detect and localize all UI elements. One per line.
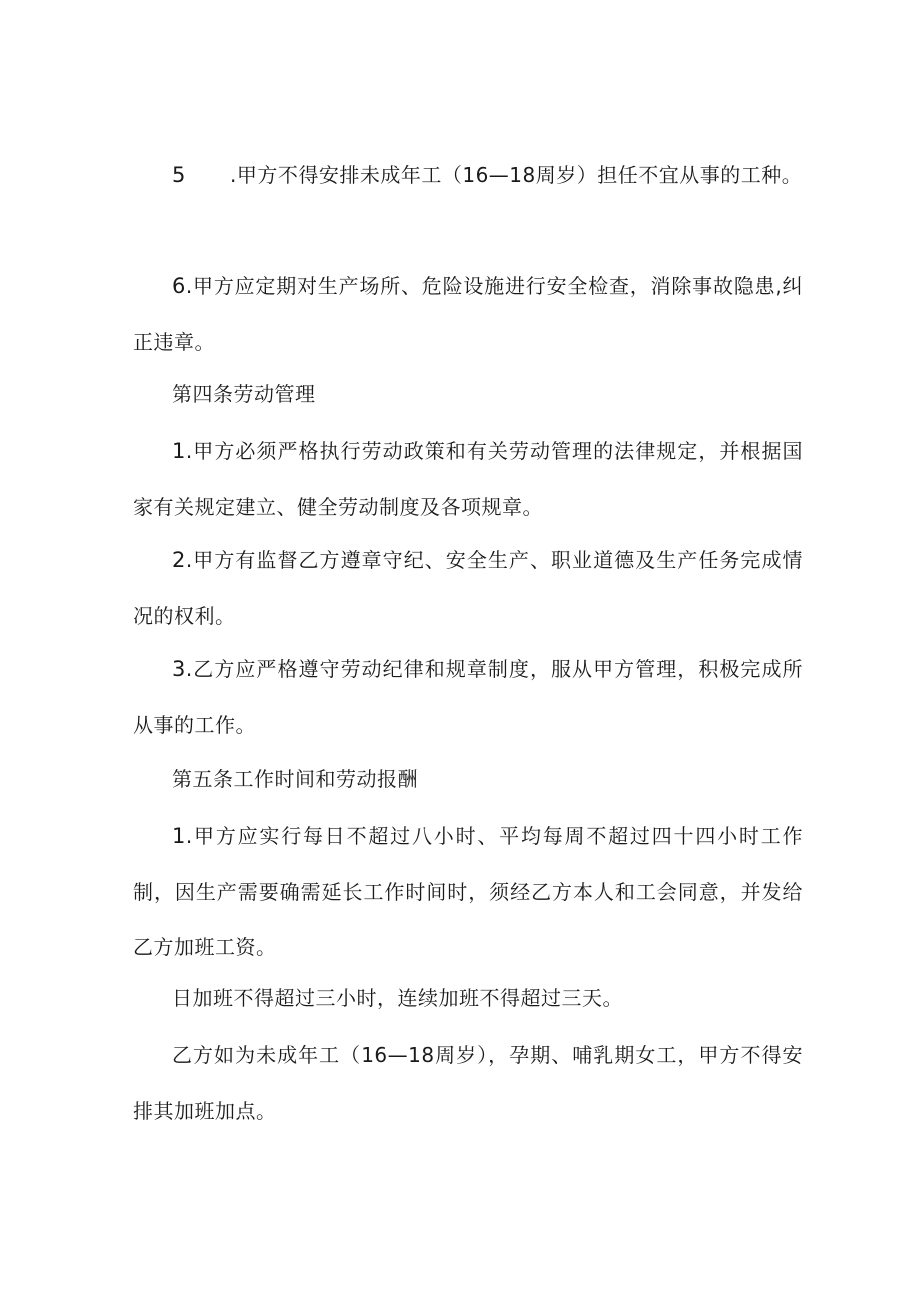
clause-number: 2 (172, 548, 186, 572)
clause-text: .甲方必须严格执行劳动政策和有关劳动管理的法律规定，并根据国家有关规定建立、健全劳动制度及各项规章。 (133, 439, 803, 519)
clause-text: .甲方应定期对生产场所、危险设施进行安全检查，消除事故隐患,纠正违章。 (133, 274, 803, 354)
clause-item-5 (133, 148, 803, 204)
clause-number: 1 (172, 824, 186, 848)
clause-text: .甲方有监督乙方遵章守纪、安全生产、职业道德及生产任务完成情况的权利。 (133, 548, 803, 628)
clause-text: .甲方应实行每日不超过八小时、平均每周不超过四十四小时工作制，因生产需要确需延长工作时间时，须经乙方本人和工会同意，并发给乙方加班工资。 (133, 824, 803, 959)
clause-number: 6 (172, 274, 186, 298)
clause-number: 5 (172, 163, 186, 187)
section-heading-article-4: 第四条劳动管理 (172, 382, 316, 406)
clause-item-2 (133, 533, 803, 644)
clause-item-6 (133, 259, 803, 370)
clause-text: .甲方不得安排未成年工（16—18周岁）担任不宜从事的工种。 (230, 163, 803, 187)
section-heading-article-5: 第五条工作时间和劳动报酬 (172, 767, 418, 791)
overtime-limit-paragraph: 日加班不得超过三小时，连续加班不得超过三天。 (172, 986, 623, 1010)
clause-number: 1 (172, 439, 186, 463)
clause-item-3 (133, 642, 803, 753)
clause-text: .乙方应严格遵守劳动纪律和规章制度，服从甲方管理，积极完成所从事的工作。 (133, 657, 803, 737)
minor-worker-paragraph: 乙方如为未成年工（16—18周岁），孕期、哺乳期女工，甲方不得安排其加班加点。 (133, 1043, 803, 1123)
clause-item-1 (133, 424, 803, 535)
clause-item-1-worktime (133, 809, 803, 976)
clause-number: 3 (172, 657, 186, 681)
